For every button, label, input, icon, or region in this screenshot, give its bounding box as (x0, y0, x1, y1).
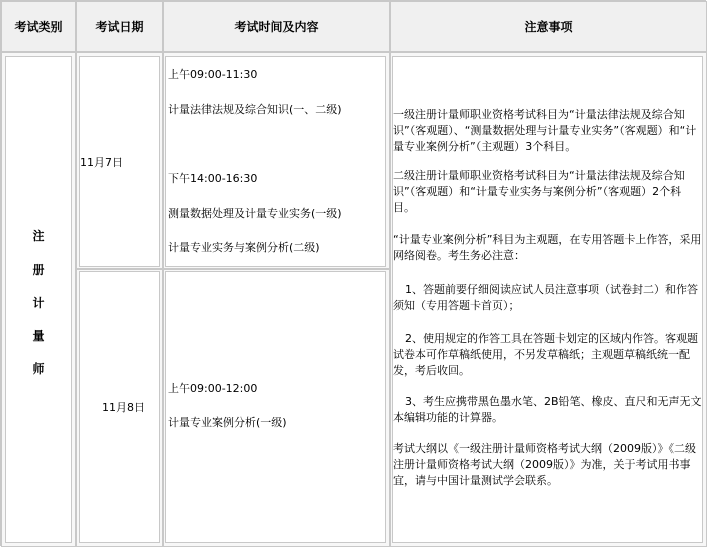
notes-paragraph-2: 二级注册计量师职业资格考试科目为“计量法律法规及综合知识”（客观题）和“计量专业实务与案例分析”（客观题）2个科目。 (393, 169, 685, 214)
day1-content-cell (163, 52, 390, 269)
notes-paragraph-1: 一级注册计量师职业资格考试科目为“计量法律法规及综合知识”（客观题）、“测量数据处理与计量专业实务”（客观题）和“计量专业案例分析”（主观题）3个科目。 (393, 108, 697, 153)
day2-morning-time: 上午09:00-12:00 (168, 382, 258, 395)
day1-date: 11月7日 (80, 156, 123, 169)
category-cell (1, 52, 76, 547)
header-notes-label: 注意事项 (524, 20, 573, 34)
day1-afternoon-time: 下午14:00-16:30 (168, 172, 258, 185)
notes-cell (390, 52, 707, 547)
notes-paragraph-3: “计量专业案例分析”科目为主观题，在专用答题卡上作答，采用网络阅卷。考生务必注意： (393, 233, 702, 262)
day2-content-cell (163, 269, 390, 547)
day1-morning-time: 上午09:00-11:30 (168, 68, 258, 81)
header-time-content-label: 考试时间及内容 (234, 20, 319, 34)
category-char: 计 (32, 296, 45, 310)
day2-date-cell (76, 269, 163, 547)
header-date (76, 1, 163, 52)
day1-date-cell (76, 52, 163, 269)
day1-afternoon-subject-2: 计量专业实务与案例分析(二级) (168, 241, 320, 254)
day2-date: 11月8日 (102, 401, 145, 414)
category-char: 量 (32, 329, 45, 343)
day1-morning-subject: 计量法律法规及综合知识(一、二级) (168, 103, 342, 116)
category-char: 注 (32, 229, 45, 243)
category-char: 师 (32, 362, 45, 376)
header-time-content (163, 1, 390, 52)
day2-morning-subject: 计量专业案例分析(一级) (168, 416, 287, 429)
notes-paragraph-4: 1、答题前要仔细阅读应试人员注意事项（试卷封二）和作答须知（专用答题卡首页）； (393, 283, 698, 312)
day1-afternoon-subject-1: 测量数据处理及计量专业实务(一级) (168, 207, 342, 220)
header-notes (390, 1, 707, 52)
notes-paragraph-5: 2、使用规定的作答工具在答题卡划定的区域内作答。客观题试卷本可作草稿纸使用，不另发草稿纸；主观题草稿纸统一配发，考后收回。 (393, 332, 698, 377)
header-category-label: 考试类别 (14, 20, 63, 34)
notes-paragraph-6: 3、考生应携带黑色墨水笔、2B铅笔、橡皮、直尺和无声无文本编辑功能的计算器。 (393, 395, 702, 424)
header-date-label: 考试日期 (95, 20, 144, 34)
category-char: 册 (32, 263, 45, 277)
header-category (1, 1, 76, 52)
notes-paragraph-7: 考试大纲以《一级注册计量师资格考试大纲（2009版）》《二级注册计量师资格考试大纲（2009版）》为准，关于考试用书事宜，请与中国计量测试学会联系。 (393, 442, 696, 487)
